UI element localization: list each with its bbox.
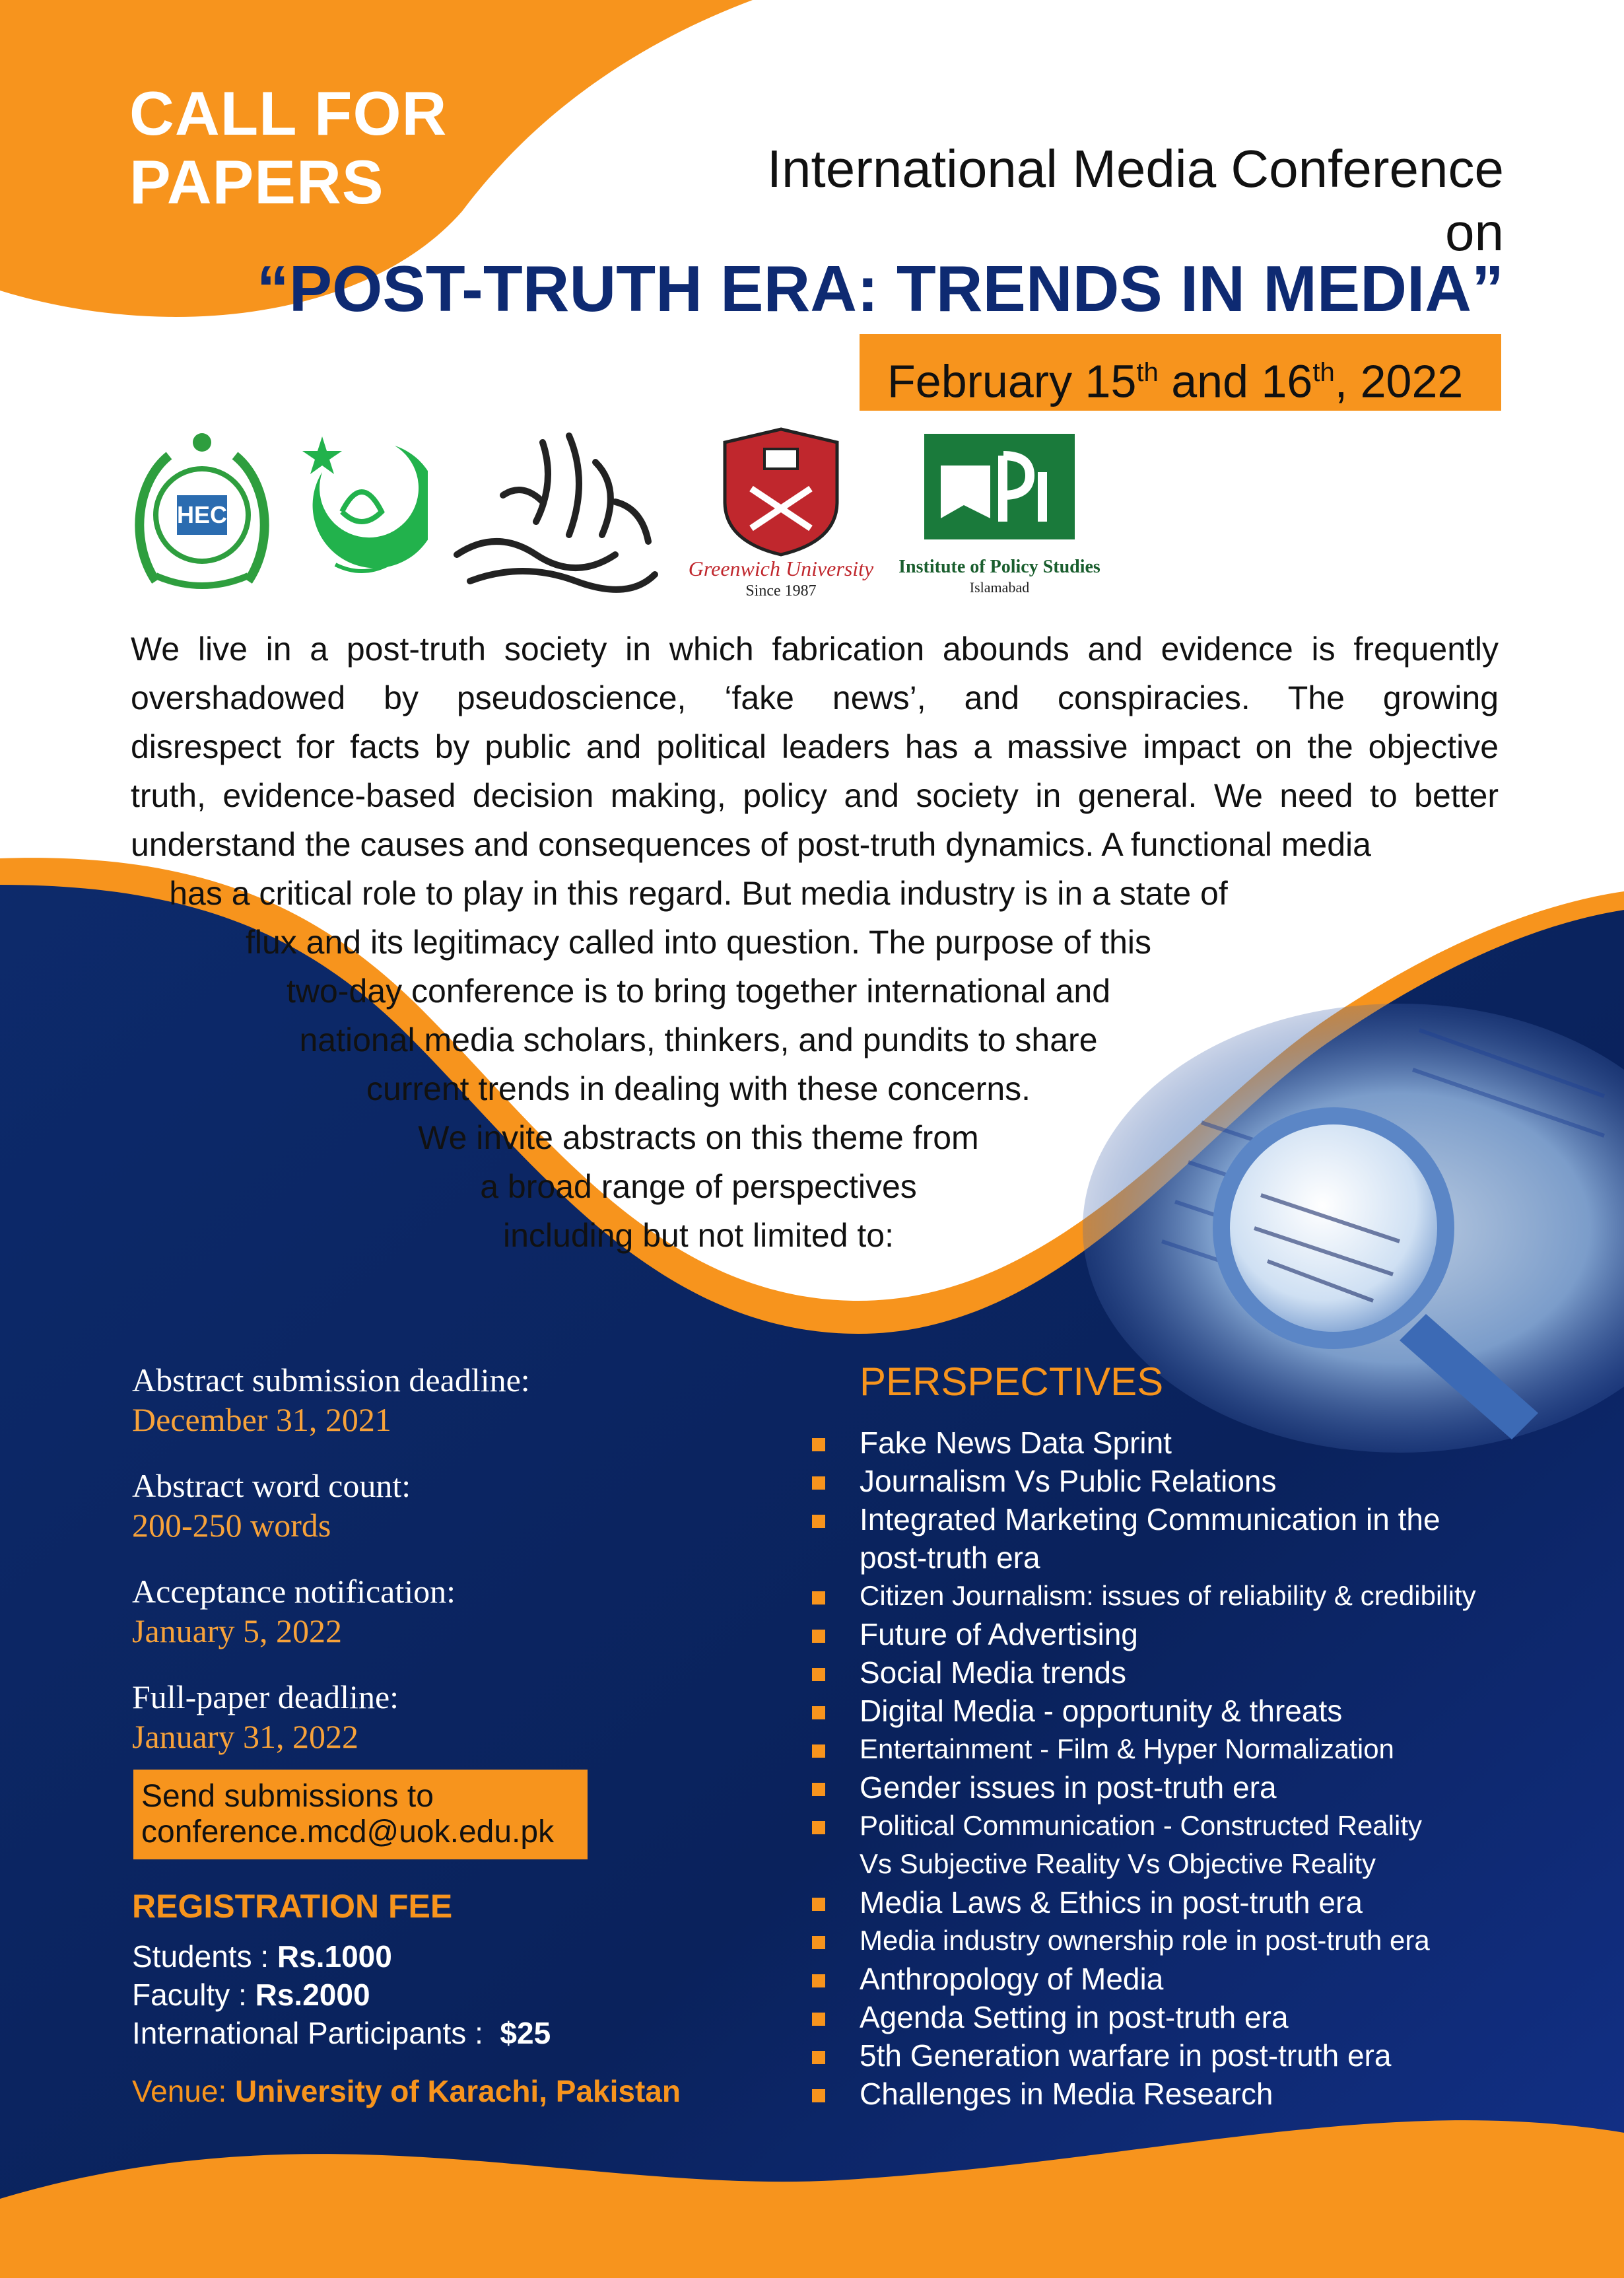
venue-value: University of Karachi, Pakistan	[235, 2074, 681, 2108]
square-bullet-icon	[812, 1936, 825, 1949]
perspective-text: Digital Media - opportunity & threats	[860, 1694, 1343, 1728]
conference-line-1: International Media Conference	[766, 139, 1504, 198]
list-item	[812, 1807, 1604, 1883]
list-item	[812, 1998, 1604, 2036]
hec-logo	[129, 423, 275, 594]
list-item	[812, 1692, 1604, 1730]
fee-value: Rs.1000	[277, 1939, 392, 1974]
call-line-1: CALL FOR	[129, 79, 448, 148]
intro-line: flux and its legitimacy called into question. The purpose of this	[245, 924, 1152, 961]
list-item	[812, 2036, 1604, 2075]
perspective-text: Journalism Vs Public Relations	[860, 1464, 1277, 1498]
deadline-value: January 31, 2022	[132, 1718, 358, 1755]
square-bullet-icon	[812, 1821, 825, 1834]
list-item	[812, 1577, 1604, 1615]
intro-paragraph	[131, 625, 1499, 869]
perspective-text: Future of Advertising	[860, 1617, 1138, 1651]
perspective-text-cont: post-truth era	[860, 1540, 1040, 1575]
conference-date-bar	[860, 334, 1501, 411]
deadline-value: 200-250 words	[132, 1507, 331, 1544]
perspective-text: 5th Generation warfare in post-truth era	[860, 2038, 1392, 2073]
date-sup-1: th	[1136, 358, 1159, 387]
perspective-text: Challenges in Media Research	[860, 2077, 1273, 2111]
square-bullet-icon	[812, 1591, 825, 1605]
venue	[132, 2073, 681, 2109]
intro-line: has a critical role to play in this regard. But media industry is in a state of	[169, 875, 1228, 912]
perspective-text: Integrated Marketing Communication in the	[860, 1502, 1440, 1536]
perspective-text: Media industry ownership role in post-truth era	[860, 1925, 1430, 1956]
intro-line: overshadowed by pseudoscience, ‘fake news’, and conspiracies. The growing	[131, 679, 1499, 716]
perspectives-list	[812, 1424, 1604, 2113]
perspective-text: Media Laws & Ethics in post-truth era	[860, 1885, 1363, 1919]
deadline-value: January 5, 2022	[132, 1612, 342, 1649]
perspective-text: Political Communication - Constructed Reality	[860, 1810, 1422, 1841]
perspective-text: Gender issues in post-truth era	[860, 1770, 1277, 1805]
deadline-item	[132, 1571, 660, 1651]
perspective-text: Anthropology of Media	[860, 1962, 1164, 1996]
fee-value: Rs.2000	[255, 1978, 370, 2012]
call-line-2: PAPERS	[129, 147, 384, 217]
fee-faculty	[132, 1976, 551, 2014]
deadline-item	[132, 1360, 660, 1439]
deadline-label: Acceptance notification:	[132, 1573, 456, 1610]
deadline-label: Abstract word count:	[132, 1467, 411, 1504]
deadline-label: Abstract submission deadline:	[132, 1362, 530, 1398]
intro-line: two-day conference is to bring together international and	[287, 973, 1110, 1010]
intro-line: truth, evidence-based decision making, policy and society in general. We need to better	[131, 777, 1499, 814]
square-bullet-icon	[812, 2051, 825, 2064]
list-item	[812, 1883, 1604, 1921]
hec-logo-text: HEC	[176, 501, 228, 528]
call-for-papers-heading	[129, 79, 447, 217]
fee-label: Faculty :	[132, 1978, 255, 2012]
list-item	[812, 1462, 1604, 1500]
square-bullet-icon	[812, 2089, 825, 2102]
fee-students	[132, 1937, 551, 1976]
intro-line: including but not limited to:	[502, 1217, 895, 1254]
perspective-text: Social Media trends	[860, 1655, 1126, 1690]
date-part-1: February 15	[887, 355, 1137, 407]
list-item	[812, 1500, 1604, 1577]
greenwich-name: Greenwich University	[688, 557, 874, 580]
square-bullet-icon	[812, 2013, 825, 2026]
crescent-emblem-logo	[296, 432, 428, 591]
list-item	[812, 1960, 1604, 1998]
conference-title	[767, 137, 1504, 264]
intro-line: We live in a post-truth society in which fabrication abounds and evidence is frequently	[131, 631, 1499, 668]
square-bullet-icon	[812, 1706, 825, 1719]
list-item	[812, 1921, 1604, 1960]
deadline-item	[132, 1677, 660, 1756]
intro-paragraph-centered	[131, 869, 1266, 1260]
list-item	[812, 1653, 1604, 1692]
list-item	[812, 1424, 1604, 1462]
conference-line-2: on	[1445, 203, 1504, 261]
ips-logo	[891, 432, 1129, 598]
list-item	[812, 1730, 1604, 1768]
fee-label: Students :	[132, 1939, 277, 1974]
greenwich-university-logo	[679, 423, 883, 601]
intro-line: national media scholars, thinkers, and pundits to share	[299, 1021, 1098, 1058]
list-item	[812, 2075, 1604, 2113]
intro-line: a broad range of perspectives	[480, 1168, 917, 1205]
perspective-text: Citizen Journalism: issues of reliability & credibility	[860, 1580, 1476, 1611]
list-item	[812, 1768, 1604, 1807]
perspective-text: Entertainment - Film & Hyper Normalization	[860, 1733, 1394, 1764]
calligraphy-emblem-logo	[444, 423, 668, 594]
deadline-label: Full-paper deadline:	[132, 1678, 399, 1715]
ips-city: Islamabad	[969, 579, 1030, 596]
deadline-value: December 31, 2021	[132, 1401, 391, 1438]
registration-fees	[132, 1937, 551, 2052]
ips-name: Institute of Policy Studies	[898, 557, 1100, 577]
intro-line: current trends in dealing with these concerns.	[366, 1070, 1031, 1107]
conference-theme: “POST-TRUTH ERA: TRENDS IN MEDIA”	[256, 252, 1504, 325]
registration-fee-title: REGISTRATION FEE	[132, 1888, 453, 1925]
square-bullet-icon	[812, 1974, 825, 1987]
intro-line: understand the causes and consequences of post-truth dynamics. A functional media	[131, 826, 1371, 863]
square-bullet-icon	[812, 1438, 825, 1451]
square-bullet-icon	[812, 1744, 825, 1758]
fee-value: $25	[500, 2016, 551, 2050]
square-bullet-icon	[812, 1630, 825, 1643]
submission-box	[133, 1770, 588, 1859]
square-bullet-icon	[812, 1898, 825, 1911]
venue-label: Venue:	[132, 2074, 236, 2108]
square-bullet-icon	[812, 1476, 825, 1490]
submission-email-link[interactable]: conference.mcd@uok.edu.pk	[141, 1814, 555, 1849]
deadline-item	[132, 1466, 660, 1545]
perspective-text: Fake News Data Sprint	[860, 1426, 1172, 1460]
intro-line: disrespect for facts by public and political leaders has a massive impact on the objective	[131, 728, 1499, 765]
square-bullet-icon	[812, 1783, 825, 1796]
date-part-2: and 16	[1158, 355, 1313, 407]
intro-line: We invite abstracts on this theme from	[418, 1119, 979, 1156]
fee-international	[132, 2014, 551, 2052]
list-item	[812, 1615, 1604, 1653]
perspective-text: Agenda Setting in post-truth era	[860, 2000, 1289, 2034]
greenwich-since: Since 1987	[745, 582, 817, 600]
fee-label: International Participants :	[132, 2016, 500, 2050]
submission-line: Send submissions to	[141, 1779, 434, 1814]
square-bullet-icon	[812, 1515, 825, 1528]
date-sup-2: th	[1312, 358, 1335, 387]
perspective-text-cont: Vs Subjective Reality Vs Objective Reality	[860, 1848, 1376, 1879]
square-bullet-icon	[812, 1668, 825, 1681]
perspectives-title: PERSPECTIVES	[860, 1360, 1164, 1404]
date-part-3: , 2022	[1334, 355, 1464, 407]
deadlines-list	[132, 1360, 660, 1783]
